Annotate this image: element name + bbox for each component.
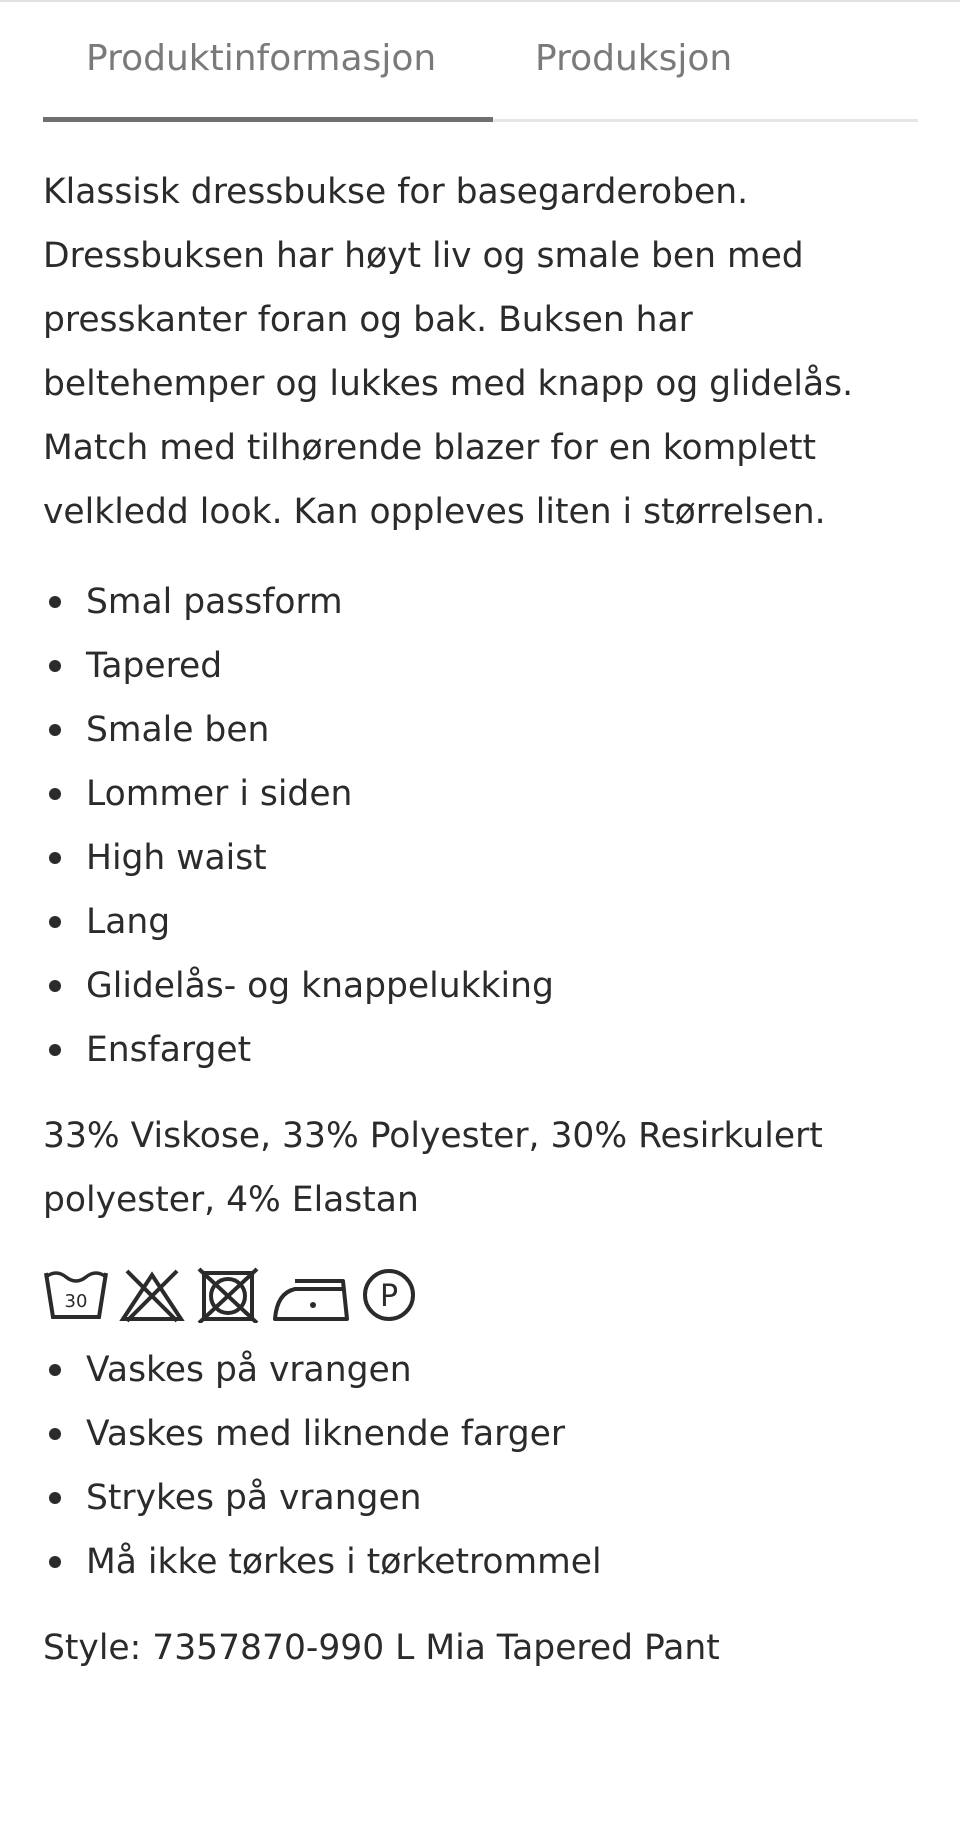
tab-panel-produktinformasjon bbox=[43, 172, 923, 1680]
list-item: Lommer i siden bbox=[43, 762, 923, 826]
active-tab-indicator bbox=[43, 117, 493, 122]
do-not-tumble-dry-icon bbox=[195, 1267, 261, 1323]
tab-produksjon[interactable] bbox=[535, 26, 775, 122]
dry-clean-letter: P bbox=[379, 1279, 399, 1314]
list-item: Lang bbox=[43, 890, 923, 954]
do-not-bleach-icon bbox=[119, 1267, 185, 1323]
tab-label: Produktinformasjon bbox=[86, 38, 437, 79]
top-divider bbox=[0, 0, 960, 2]
list-item: Smale ben bbox=[43, 698, 923, 762]
material-composition: 33% Viskose, 33% Polyester, 30% Resirkulert polyester, 4% Elastan bbox=[43, 1116, 823, 1220]
dry-clean-p-icon bbox=[361, 1267, 417, 1323]
product-tabs bbox=[43, 26, 918, 122]
list-item: Strykes på vrangen bbox=[43, 1466, 923, 1530]
tab-label: Produksjon bbox=[535, 38, 733, 79]
wash-30-icon bbox=[43, 1267, 109, 1323]
product-description: Klassisk dressbukse for basegarderoben. Dressbuksen har høyt liv og smale ben med presskanter foran og bak. Buksen har beltehemper og lukkes med knapp og glidelås. Match med tilhørende blazer for en komplett velkledd look. Kan oppleves liten i størrelsen. bbox=[43, 172, 854, 532]
care-instruction-list bbox=[43, 1338, 923, 1594]
list-item: Må ikke tørkes i tørketrommel bbox=[43, 1530, 923, 1594]
care-symbols bbox=[43, 1266, 923, 1324]
list-item: Glidelås- og knappelukking bbox=[43, 954, 923, 1018]
feature-list bbox=[43, 570, 923, 1082]
tab-produktinformasjon[interactable] bbox=[43, 26, 493, 122]
list-item: Tapered bbox=[43, 634, 923, 698]
list-item: High waist bbox=[43, 826, 923, 890]
list-item: Smal passform bbox=[43, 570, 923, 634]
style-number: Style: 7357870-990 L Mia Tapered Pant bbox=[43, 1628, 720, 1668]
iron-low-icon bbox=[271, 1267, 351, 1323]
wash-temperature: 30 bbox=[64, 1291, 88, 1312]
list-item: Ensfarget bbox=[43, 1018, 923, 1082]
list-item: Vaskes på vrangen bbox=[43, 1338, 923, 1402]
list-item: Vaskes med liknende farger bbox=[43, 1402, 923, 1466]
